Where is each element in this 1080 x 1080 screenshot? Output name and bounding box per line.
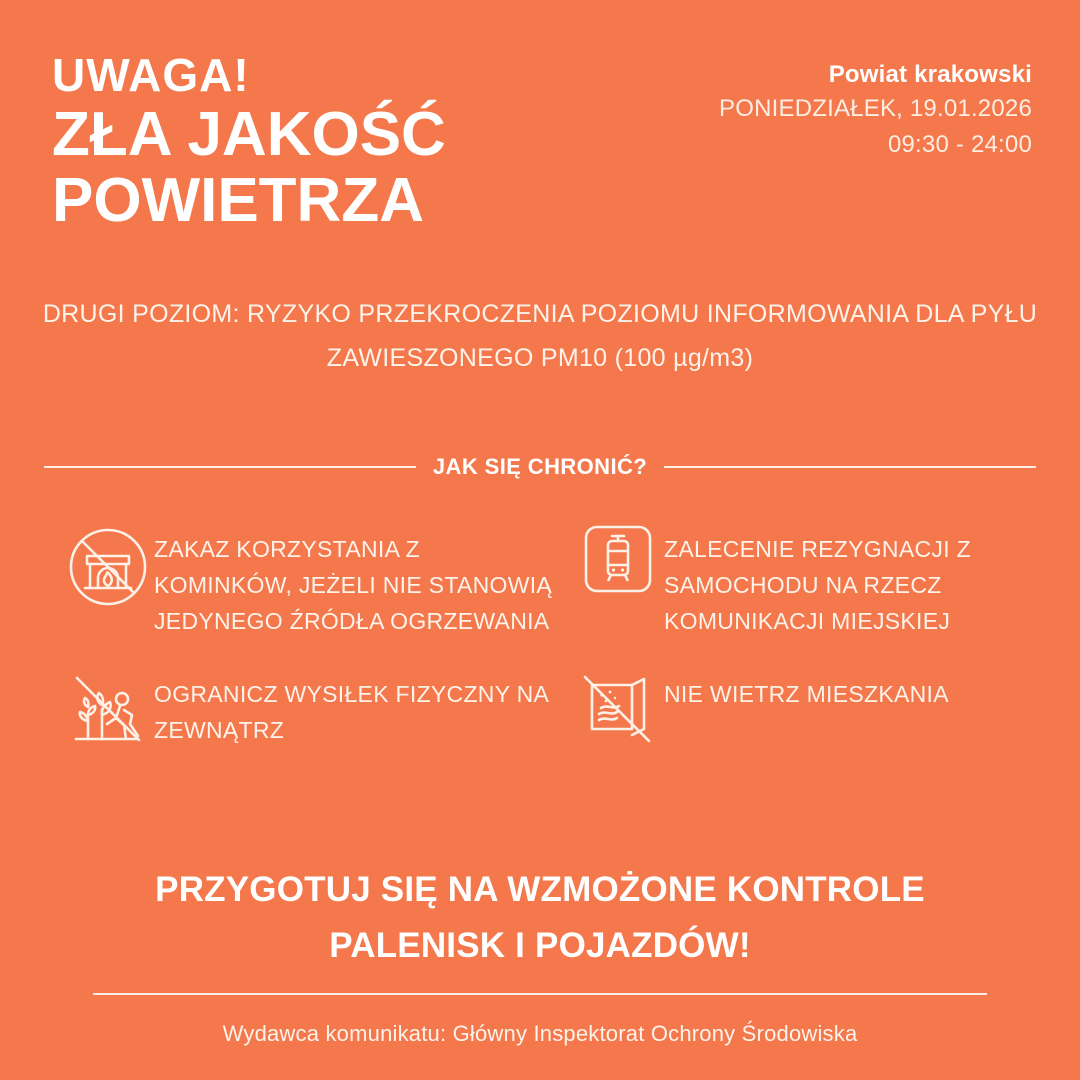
- alert-title-line-air: POWIETRZA: [52, 166, 424, 235]
- advice-item-public-transport: [562, 522, 1042, 639]
- cta-line-1: PRZYGOTUJ SIĘ NA WZMOŻONE KONTROLE: [155, 870, 925, 909]
- advice-text-no-fireplace: ZAKAZ KORZYSTANIA Z KOMINKÓW, JEŻELI NIE STANOWIĄ JEDYNEGO ŹRÓDŁA OGRZEWANIA: [154, 536, 553, 634]
- advice-item-no-fireplace: [62, 522, 562, 639]
- protection-advice-grid: [62, 522, 1042, 749]
- protection-section-divider: [44, 452, 1036, 482]
- alert-title-attention: UWAGA!: [52, 49, 250, 101]
- footer-publisher: Wydawca komunikatu: Główny Inspektorat Ochrony Środowiska: [222, 1021, 858, 1046]
- advice-item-no-ventilation: [562, 667, 1042, 749]
- time-range-label: 09:30 - 24:00: [887, 131, 1032, 158]
- protection-section-label: JAK SIĘ CHRONIĆ?: [432, 454, 648, 479]
- no-fireplace-icon: [62, 522, 154, 616]
- alert-title-line-quality: ZŁA JAKOŚĆ: [52, 100, 446, 169]
- poster-header: [52, 48, 1032, 248]
- advice-text-no-ventilation: NIE WIETRZ MIESZKANIA: [664, 681, 949, 707]
- public-transport-tram-icon: [572, 522, 664, 616]
- region-label: Powiat krakowski: [828, 61, 1032, 88]
- divider-line-right: [664, 466, 1036, 468]
- advice-text-no-outdoor-exercise: OGRANICZ WYSIŁEK FIZYCZNY NA ZEWNĄTRZ: [154, 681, 548, 743]
- alert-meta-block: [719, 59, 1032, 163]
- no-outdoor-exercise-icon: [62, 667, 154, 749]
- cta-line-2: PALENISK I POJAZDÓW!: [329, 926, 751, 965]
- date-label: PONIEDZIAŁEK, 19.01.2026: [719, 95, 1032, 122]
- advice-item-no-outdoor-exercise: [62, 667, 562, 749]
- divider-line-left: [44, 466, 416, 468]
- advice-text-public-transport: ZALECENIE REZYGNACJI Z SAMOCHODU NA RZECZ KOMUNIKACJI MIEJSKIEJ: [664, 536, 971, 634]
- alert-subtitle: DRUGI POZIOM: RYZYKO PRZEKROCZENIA POZIOMU INFORMOWANIA DLA PYŁU ZAWIESZONEGO PM10 (100 µg/m3): [42, 300, 1038, 372]
- alert-title-block: [52, 48, 446, 234]
- call-to-action: [60, 862, 1020, 974]
- advice-row-2: [62, 667, 1042, 749]
- footer-divider: [93, 993, 987, 995]
- no-window-ventilation-icon: [572, 667, 664, 749]
- advice-row-1: [62, 522, 1042, 639]
